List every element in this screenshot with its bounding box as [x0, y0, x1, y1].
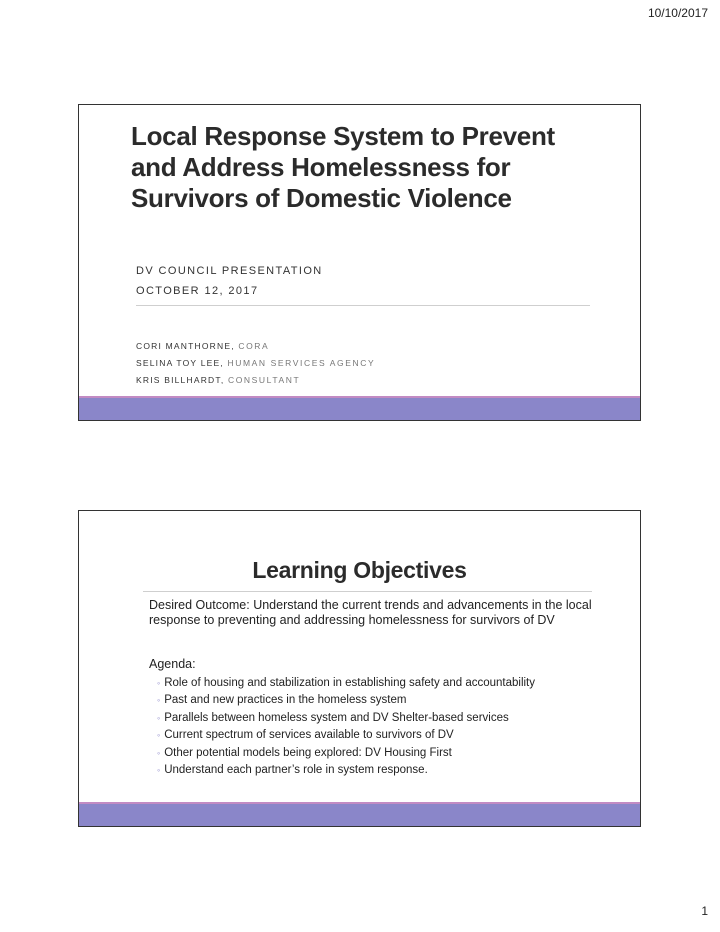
presenter-org: HUMAN SERVICES AGENCY: [227, 358, 376, 368]
circle-bullet-icon: ◦: [157, 695, 161, 706]
list-item: ◦ Current spectrum of services available to survivors of DV: [157, 729, 454, 742]
slide-title: [78, 104, 641, 421]
circle-bullet-icon: ◦: [157, 678, 161, 688]
presenter-line: KRIS BILLHARDT, CONSULTANT: [136, 375, 301, 385]
presenter-name: CORI MANTHORNE: [136, 341, 232, 351]
page-number: 1: [701, 904, 708, 918]
slide-title-heading: Local Response System to Prevent and Address Homelessness for Survivors of Domestic Violence: [131, 121, 555, 213]
desired-outcome: Desired Outcome: Understand the current trends and advancements in the local response to preventing and addressing homelessness for survivors of DV: [149, 598, 592, 627]
circle-bullet-icon: ◦: [157, 712, 161, 723]
presenter-line: CORI MANTHORNE, CORA: [136, 341, 270, 351]
divider: [143, 591, 592, 592]
agenda-list: [157, 675, 535, 779]
presentation-date: OCTOBER 12, 2017: [136, 285, 259, 297]
slide-heading: Learning Objectives: [252, 557, 467, 583]
list-item: ◦ Understand each partner’s role in system response.: [157, 764, 428, 777]
presentation-name: DV COUNCIL PRESENTATION: [136, 265, 323, 277]
slide-footer-bar: [79, 802, 640, 826]
presenter-org: CORA: [238, 341, 270, 351]
circle-bullet-icon: ◦: [157, 730, 161, 741]
list-item: ◦ Past and new practices in the homeless system: [157, 694, 407, 707]
slide-footer-bar: [79, 396, 640, 420]
agenda-label: Agenda:: [149, 657, 196, 671]
divider: [136, 305, 590, 306]
presenter-line: SELINA TOY LEE, HUMAN SERVICES AGENCY: [136, 358, 376, 368]
slide-learning-objectives: [78, 510, 641, 827]
list-item: ◦ Other potential models being explored: DV Housing First: [157, 746, 452, 759]
list-item: ◦ Role of housing and stabilization in establishing safety and accountability: [157, 677, 535, 689]
list-item: ◦ Parallels between homeless system and DV Shelter-based services: [157, 711, 509, 724]
circle-bullet-icon: ◦: [157, 765, 161, 776]
presenter-org: CONSULTANT: [227, 375, 301, 385]
circle-bullet-icon: ◦: [157, 747, 161, 758]
presenter-name: SELINA TOY LEE: [136, 358, 221, 368]
page-date: 10/10/2017: [647, 6, 708, 20]
presenter-name: KRIS BILLHARDT: [136, 375, 221, 385]
